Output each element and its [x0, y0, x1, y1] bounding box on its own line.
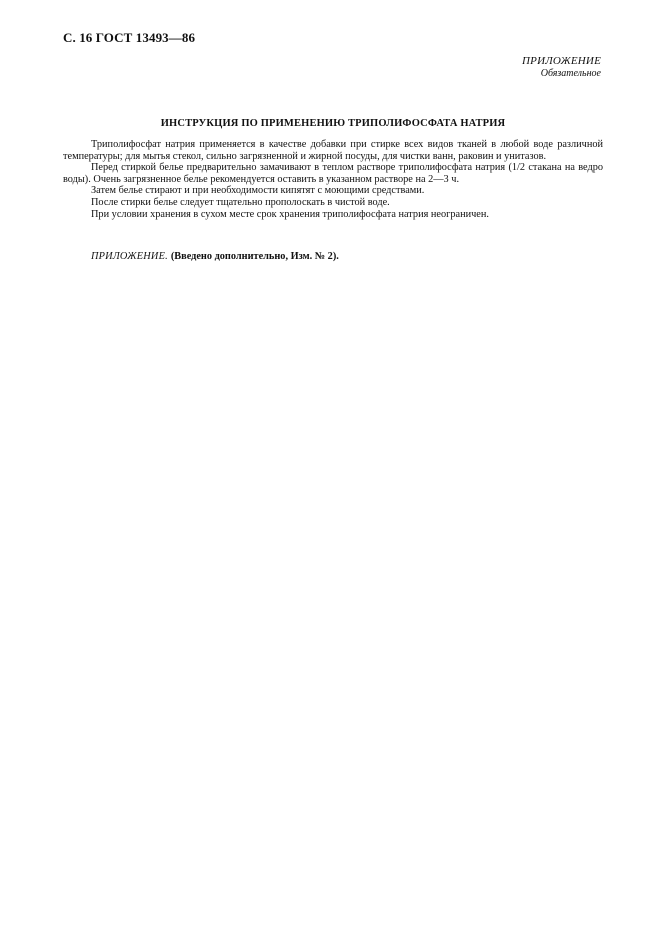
paragraph: Затем белье стирают и при необходимости кипятят с моющими средствами. [91, 185, 425, 197]
appendix-block [522, 55, 601, 80]
document-title: ИНСТРУКЦИЯ ПО ПРИМЕНЕНИЮ ТРИПОЛИФОСФАТА НАТРИЯ [160, 118, 506, 129]
note-label: ПРИЛОЖЕНИЕ. [91, 251, 168, 262]
paragraph: Перед стиркой белье предварительно замачивают в теплом растворе триполифосфата натрия (1/2 стакана на ведро воды). Очень загрязненное белье рекомендуется оставить в указанном растворе на 2—3 ч. [63, 162, 603, 185]
appendix-label: ПРИЛОЖЕНИЕ [522, 55, 601, 67]
body-text [63, 139, 603, 220]
appendix-status: Обязательное [540, 68, 601, 79]
paragraph: После стирки белье следует тщательно прополоскать в чистой воде. [91, 196, 390, 208]
paragraph: Триполифосфат натрия применяется в качестве добавки при стирке всех видов тканей в любой воде различной температуры; для мытья стекол, сильно загрязненной и жирной посуды, для чистки ванн, раковин и унитазов. [63, 139, 603, 162]
note-text: (Введено дополнительно, Изм. № 2). [170, 251, 339, 262]
paragraph: При условии хранения в сухом месте срок хранения триполифосфата натрия неограничен. [91, 208, 489, 220]
page-header: С. 16 ГОСТ 13493—86 [63, 30, 196, 45]
amendment-note [91, 251, 339, 262]
